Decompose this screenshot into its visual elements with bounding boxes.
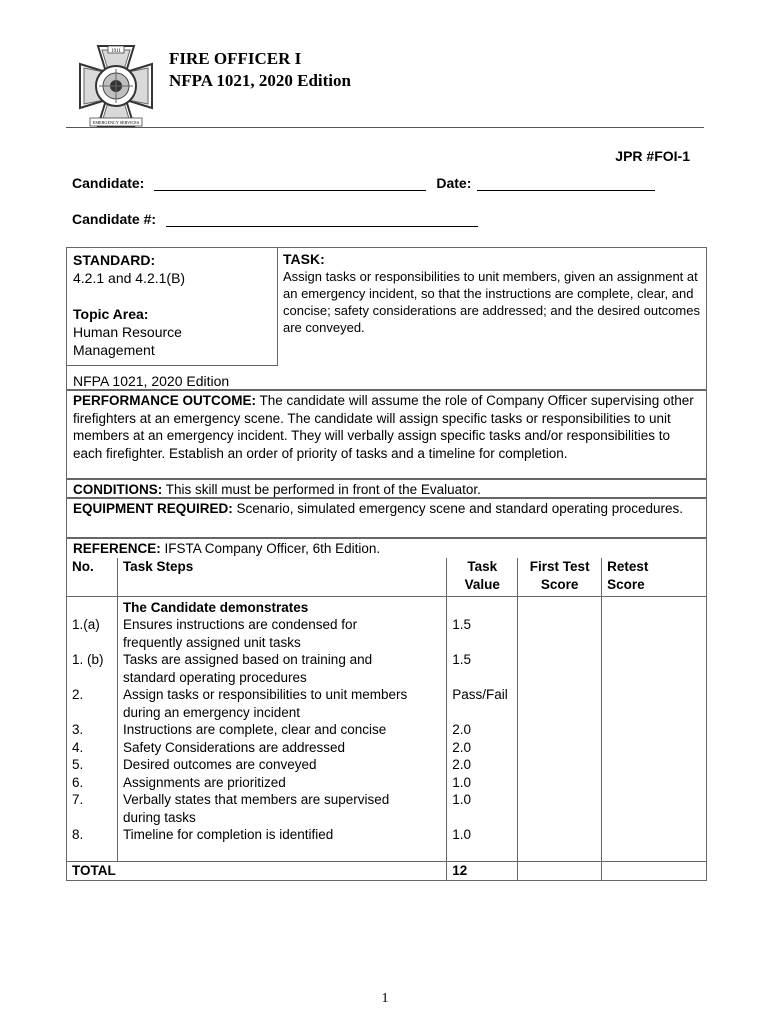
task-cell — [283, 251, 703, 336]
step-description — [117, 739, 446, 757]
step-retest-score[interactable] — [602, 616, 707, 651]
header-retest-line-2: Score — [607, 576, 645, 592]
step-description — [117, 791, 446, 826]
step-description-line-2: during tasks — [122, 809, 196, 825]
step-description — [117, 826, 446, 844]
reference-label: REFERENCE: — [73, 541, 161, 556]
step-description-line-2: frequently assigned unit tasks — [122, 634, 301, 650]
step-task-value: 1.0 — [447, 826, 518, 844]
step-description-line-1: Tasks are assigned based on training and — [122, 652, 373, 667]
step-number: 6. — [67, 774, 118, 792]
performance-outcome-box — [66, 390, 707, 479]
candidate-demonstrates-text: The Candidate demonstrates — [117, 596, 446, 616]
step-description — [117, 774, 446, 792]
logo-year-text: 1911 — [111, 49, 121, 54]
step-description-line-2: during an emergency incident — [122, 704, 301, 720]
step-retest-score[interactable] — [602, 739, 707, 757]
conditions-text: This skill must be performed in front of the Evaluator. — [162, 482, 481, 497]
header-task-value — [447, 558, 518, 596]
step-retest-score[interactable] — [602, 651, 707, 686]
table-row — [67, 791, 707, 826]
step-number: 4. — [67, 739, 118, 757]
step-description-line-2: standard operating procedures — [122, 669, 307, 685]
step-first-test-score[interactable] — [518, 651, 602, 686]
task-step-rows — [67, 616, 707, 844]
title-line-1: FIRE OFFICER I — [169, 49, 302, 68]
step-description — [117, 686, 446, 721]
step-description — [117, 616, 446, 651]
step-description-line-1: Assign tasks or responsibilities to unit members — [122, 687, 408, 702]
total-value: 12 — [447, 862, 518, 881]
candidate-name-field[interactable] — [154, 175, 426, 191]
header-task-value-line-1: Task — [467, 559, 498, 574]
step-first-test-score[interactable] — [518, 756, 602, 774]
step-task-value: 1.0 — [447, 791, 518, 826]
standard-edition: NFPA 1021, 2020 Edition — [73, 373, 230, 389]
maltese-cross-logo — [68, 42, 164, 130]
step-description — [117, 721, 446, 739]
step-first-test-score[interactable] — [518, 616, 602, 651]
candidate-number-label: Candidate #: — [72, 211, 157, 227]
header-first-test-line-1: First Test — [529, 559, 590, 574]
conditions-box — [66, 479, 707, 498]
step-first-test-score[interactable] — [518, 686, 602, 721]
performance-outcome-text: The candidate will assume the role of Company Officer supervising other firefighters at an emergency scene. The candidate will assign specific tasks or responsibilities to unit members at an emergency incident. They will verbally assign specific tasks and/or responsibilities to each firefighter. Establish an order of priority of tasks and a timeline for completion. — [73, 393, 694, 461]
step-number: 7. — [67, 791, 118, 826]
candidate-row — [72, 175, 655, 191]
standard-cell — [67, 248, 278, 366]
reference-text: IFSTA Company Officer, 6th Edition. — [160, 541, 381, 556]
step-task-value: 2.0 — [447, 756, 518, 774]
topic-area-line-2: Management — [73, 342, 155, 358]
step-description-line-1: Ensures instructions are condensed for — [122, 617, 358, 632]
step-description-line-1: Safety Considerations are addressed — [122, 739, 346, 755]
topic-area-line-1: Human Resource — [73, 324, 182, 340]
step-number: 1.(a) — [67, 616, 118, 651]
step-retest-score[interactable] — [602, 791, 707, 826]
table-row — [67, 616, 707, 651]
total-label: TOTAL — [67, 862, 447, 881]
performance-outcome-label: PERFORMANCE OUTCOME: — [73, 393, 256, 408]
step-number: 2. — [67, 686, 118, 721]
step-description-line-1: Assignments are prioritized — [122, 774, 286, 790]
table-row — [67, 756, 707, 774]
table-row — [67, 774, 707, 792]
table-row — [67, 826, 707, 844]
step-retest-score[interactable] — [602, 826, 707, 844]
table-total-row — [67, 862, 707, 881]
step-retest-score[interactable] — [602, 686, 707, 721]
candidate-number-field[interactable] — [166, 211, 478, 227]
reference-box — [66, 538, 707, 558]
step-description — [117, 651, 446, 686]
header-no: No. — [67, 558, 118, 596]
step-task-value: 1.5 — [447, 651, 518, 686]
document-title — [169, 48, 351, 92]
topic-area-label: Topic Area: — [73, 306, 149, 322]
step-first-test-score[interactable] — [518, 739, 602, 757]
step-first-test-score[interactable] — [518, 826, 602, 844]
standard-task-box — [66, 247, 707, 390]
standard-value: 4.2.1 and 4.2.1(B) — [73, 270, 186, 286]
step-description-line-1: Verbally states that members are supervised — [122, 792, 390, 807]
header-task-steps: Task Steps — [117, 558, 446, 596]
step-number: 1. (b) — [67, 651, 118, 686]
step-task-value: 1.5 — [447, 616, 518, 651]
step-number: 5. — [67, 756, 118, 774]
header-rule — [66, 127, 704, 128]
equipment-label: EQUIPMENT REQUIRED: — [73, 501, 233, 516]
conditions-label: CONDITIONS: — [73, 482, 163, 497]
header-first-test-score — [518, 558, 602, 596]
step-description — [117, 756, 446, 774]
table-spacer-row — [67, 844, 707, 862]
step-description-line-1: Timeline for completion is identified — [122, 827, 334, 842]
date-label: Date: — [436, 175, 472, 191]
header-retest-line-1: Retest — [607, 559, 649, 574]
table-intro-row — [67, 596, 707, 616]
step-first-test-score[interactable] — [518, 774, 602, 792]
header-task-value-line-2: Value — [464, 576, 500, 592]
task-steps-table — [66, 558, 707, 881]
total-retest-score[interactable] — [602, 862, 707, 881]
table-row — [67, 739, 707, 757]
candidate-number-row — [72, 211, 478, 227]
step-retest-score[interactable] — [602, 756, 707, 774]
step-retest-score[interactable] — [602, 721, 707, 739]
date-field[interactable] — [477, 175, 655, 191]
equipment-text: Scenario, simulated emergency scene and standard operating procedures. — [232, 501, 684, 516]
step-number: 8. — [67, 826, 118, 844]
step-task-value: 2.0 — [447, 739, 518, 757]
equipment-box — [66, 498, 707, 538]
step-first-test-score[interactable] — [518, 721, 602, 739]
table-row — [67, 651, 707, 686]
table-row — [67, 686, 707, 721]
step-task-value: Pass/Fail — [447, 686, 518, 721]
title-line-2: NFPA 1021, 2020 Edition — [169, 71, 351, 90]
header-first-test-line-2: Score — [540, 576, 579, 592]
step-task-value: 2.0 — [447, 721, 518, 739]
table-row — [67, 721, 707, 739]
total-first-test-score[interactable] — [518, 862, 602, 881]
logo-ribbon-text: EMERGENCY SERVICES — [92, 120, 140, 125]
step-description-line-1: Instructions are complete, clear and concise — [122, 722, 387, 737]
page-number: 1 — [381, 991, 389, 1006]
jpr-number: JPR #FOI-1 — [615, 148, 690, 164]
step-retest-score[interactable] — [602, 774, 707, 792]
table-header-row — [67, 558, 707, 596]
task-label: TASK: — [283, 251, 325, 267]
standard-label: STANDARD: — [73, 252, 156, 268]
step-description-line-1: Desired outcomes are conveyed — [122, 757, 317, 772]
candidate-label: Candidate: — [72, 175, 145, 191]
step-task-value: 1.0 — [447, 774, 518, 792]
step-number: 3. — [67, 721, 118, 739]
task-text: Assign tasks or responsibilities to unit members, given an assignment at an emergency incident, so that the instructions are complete, clear, and concise; safety considerations are addressed; and the desired outcomes are conveyed. — [283, 269, 700, 335]
step-first-test-score[interactable] — [518, 791, 602, 826]
header-retest-score — [602, 558, 707, 596]
